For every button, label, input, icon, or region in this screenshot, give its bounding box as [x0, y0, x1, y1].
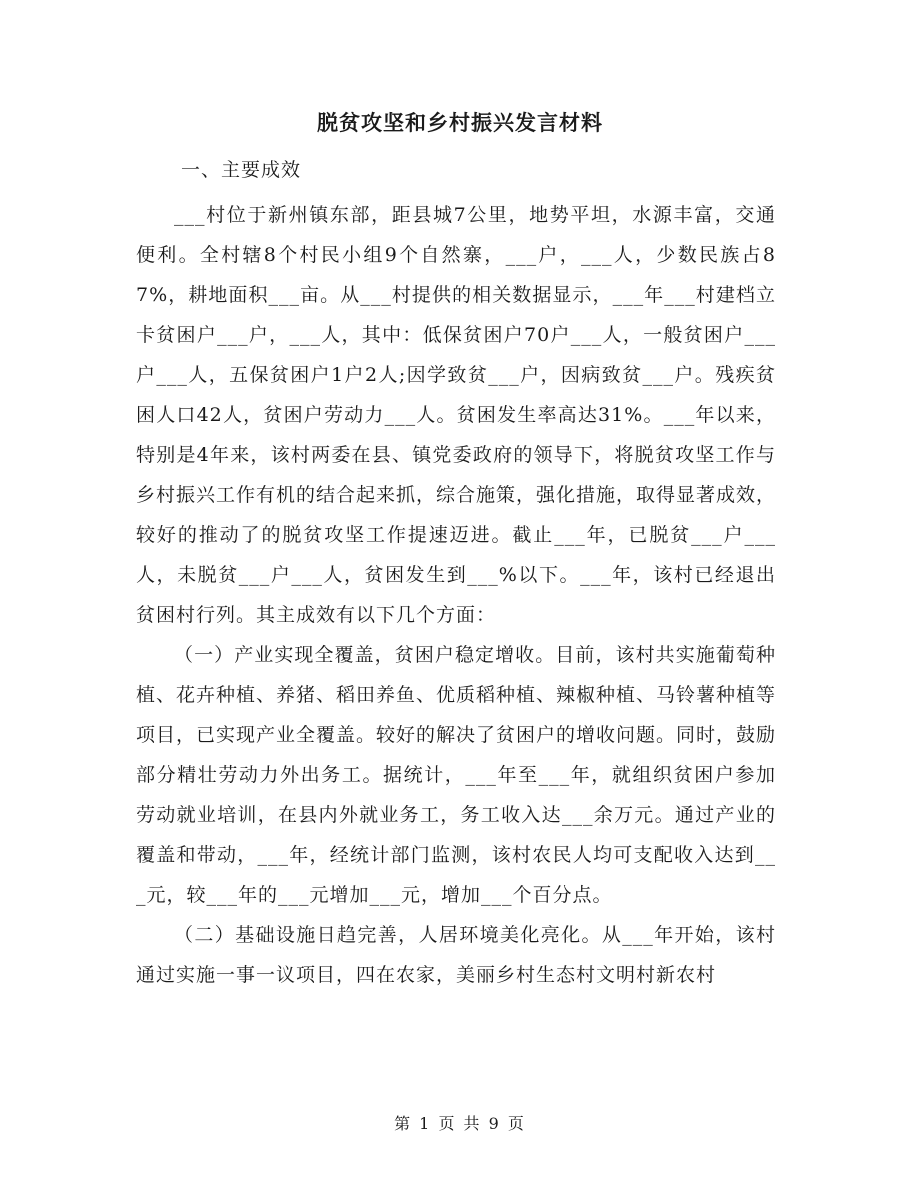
paragraph-infrastructure: （二）基础设施日趋完善，人居环境美化亮化。从___年开始，该村通过实施一事一议项目，四在农家，美丽乡村生态村文明村新农村: [136, 924, 776, 986]
document-title: 脱贫攻坚和乡村振兴发言材料: [317, 110, 603, 135]
paragraph-overview: ___村位于新州镇东部，距县城7公里，地势平坦，水源丰富，交通便利。全村辖8个村民小组9个自然寨，___户，___人，少数民族占87%，耕地面积___亩。从___村提供的相关数据显示，___年___村建档立卡贫困户___户，___人，其中：低保贫困户70户___人，一般贫困户___户___人，五保贫困户1户2人;因学致贫___户，因病致贫___户。残疾贫困人口42人，贫困户劳动力___人。贫困发生率高达31%。___年以来，特别是4年来，该村两委在县、镇党委政府的领导下，将脱贫攻坚工作与乡村振兴工作有机的结合起来抓，综合施策，强化措施，取得显著成效，较好的推动了的脱贫攻坚工作提速迈进。截止___年，已脱贫___户___人，未脱贫___户___人，贫困发生到___%以下。___年，该村已经退出贫困村行列。其主成效有以下几个方面：: [136, 204, 777, 626]
document-body: [136, 155, 776, 995]
page-number: 第 1 页 共 9 页: [394, 1114, 526, 1133]
paragraph-industry: （一）产业实现全覆盖，贫困户稳定增收。目前，该村共实施葡萄种植、花卉种植、养猪、稻田养鱼、优质稻种植、辣椒种植、马铃薯种植等项目，已实现产业全覆盖。较好的解决了贫困户的增收问题。同时，鼓励部分精壮劳动力外出务工。据统计，___年至___年，就组织贫困户参加劳动就业培训，在县内外就业务工，务工收入达___余万元。通过产业的覆盖和带动，___年，经统计部门监测，该村农民人均可支配收入达到___元，较___年的___元增加___元，增加___个百分点。: [136, 644, 777, 906]
section-heading: 一、主要成效: [181, 159, 302, 181]
